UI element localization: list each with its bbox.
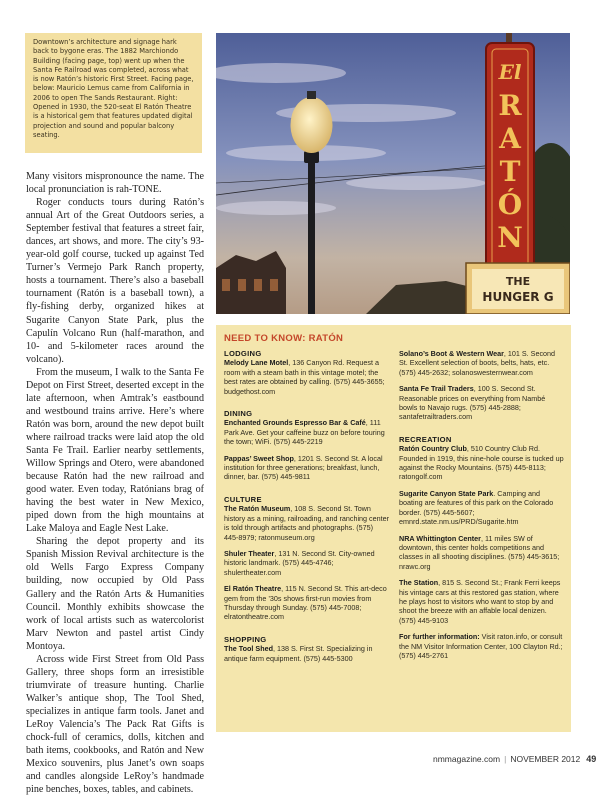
entry-text: , 108 S. Second St. Town history as a mining, railroading, and ranching center is told through artifacts and photographs. (575) 445-8979; ratonmuseum.org: [224, 504, 390, 542]
entry-text: . Camping and boating are features of this park on the Colorado border. (575) 445-5607; emnrd.state.nm.us/PRD/Sugarite.htm: [399, 488, 554, 527]
article-paragraph: Sharing the depot property and its Spanish Mission Revival architecture is the old Wells Fargo Express Company building, now occupied by Old Pass Gallery and the Ratón Arts & Humanities Council. Monthly exhibits showcase the work of local artists such as watercolorist Marv Newton and pastel artist Cindy Montoya.: [26, 536, 204, 652]
info-entry: [399, 444, 564, 482]
sign-letter: N: [497, 221, 523, 254]
section-title-culture: CULTURE: [224, 494, 262, 504]
entry-name: Enchanted Grounds Espresso Bar & Café: [224, 418, 366, 428]
info-column-left: [224, 349, 389, 670]
need-to-know-heading: NEED TO KNOW: RATÓN: [224, 333, 344, 344]
el-raton-theatre-photo: [216, 33, 570, 314]
entry-text: , 136 Canyon Rd. Request a room with a steam bath in this vintage motel; the best rates are obtained by calling. (575) 445-3655; budgethost.com: [224, 358, 385, 396]
entry-text: , 1201 S. Second St. A local institution for three generations; breakfast, lunch, dinner, bar. (575) 445-9811: [224, 453, 383, 482]
entry-text: , 510 Country Club Rd. Founded in 1919, this nine-hole course is tucked up against the Rocky Mountains. (575) 445-8113; ratongolf.com: [399, 444, 564, 482]
need-to-know-box: [216, 325, 571, 732]
section-title-recreation: RECREATION: [399, 434, 452, 444]
entry-name: El Ratón Theatre: [224, 584, 282, 594]
section-title-shopping: SHOPPING: [224, 634, 267, 644]
info-entry: [224, 418, 389, 446]
entry-name: Pappas’ Sweet Shop: [224, 453, 294, 463]
info-column-right: [399, 349, 564, 667]
entry-text: , 11 miles SW of downtown, this center holds competitions and classes in all shooting disciplines. (575) 445-3615; nrawc.org: [399, 533, 560, 571]
footer-issue: NOVEMBER 2012: [510, 754, 581, 764]
section-title-dining: DINING: [224, 409, 253, 419]
page-footer: nmmagazine.com | NOVEMBER 2012 49: [433, 754, 597, 764]
info-entry: [399, 349, 564, 377]
entry-name: The Tool Shed: [224, 644, 273, 654]
entry-name: Melody Lane Motel: [224, 358, 289, 368]
entry-name: For further information:: [399, 632, 480, 642]
sign-letter: Ó: [497, 188, 523, 221]
article-paragraph: From the museum, I walk to the Santa Fe Depot on First Street, deserted except in the late afternoon, when Amtrak’s eastbound and westbound trains arrive. Here’s where Ratón was born, around the new depot built where railroad tracks were laid atop the old Santa Fe Trail. Earlier nearby settlements, Willow Springs and Otero, were abandoned because Ratón had the new railroad and good water. Even today, Ratónians brag of having the best water in New Mexico, piped down from the high mountains at Lake Maloya and Eagle Nest Lake.: [26, 366, 204, 535]
info-entry: [224, 584, 389, 622]
entry-name: The Station: [399, 578, 439, 588]
marquee-text: THE: [505, 275, 531, 288]
photo-caption-box: [25, 33, 202, 153]
entry-name: Ratón Country Club: [399, 444, 467, 454]
info-entry: [399, 489, 564, 527]
info-entry: [224, 549, 389, 577]
info-entry: [224, 644, 389, 663]
info-entry: [399, 632, 564, 660]
sign-letter: R: [498, 89, 522, 122]
entry-text: , 115 N. Second St. This art-deco gem from the ’30s shows first-run movies from Thursday through Sunday. (575) 445-7008; elratontheatre.com: [224, 584, 387, 622]
entry-text: , 131 N. Second St. City-owned historic landmark. (575) 445-4746; shulertheater.com: [224, 548, 375, 577]
marquee-text: HUNGER G: [482, 290, 554, 304]
section-title-lodging: LODGING: [224, 349, 262, 358]
info-entry: [399, 534, 564, 572]
info-entry: [224, 454, 389, 482]
entry-name: The Ratón Museum: [224, 504, 291, 514]
entry-text: , 138 S. First St. Specializing in antique farm equipment. (575) 445-5300: [224, 644, 373, 663]
entry-name: Shuler Theater: [224, 548, 275, 558]
article-paragraph: Roger conducts tours during Ratón’s annual Art of the Great Outdoors series, a September festival that features a street fair, dances, art shows, and more. The city’s 93-year-old golf course, tucked up against Ted Turner’s Vermejo Park Ranch property, hosts a tournament. There’s also a baseball tournament (Ratón is a baseball town), a fly-fishing derby, organized hikes at Sugarite Canyon State Park, plus the Capulín Volcano Run (half-marathon, and 10- and 5-kilometer races around the volcano).: [26, 197, 204, 365]
entry-text: , 815 S. Second St.; Frank Ferri keeps his vintage cars at this restored gas station, where he plays host to visitors who want to stop by and shoot the breeze with an affable local denizen. (575) 445-9103: [399, 578, 561, 625]
footer-site-link[interactable]: nmmagazine.com: [433, 754, 501, 764]
entry-name: Solano’s Boot & Western Wear: [399, 349, 504, 358]
entry-text: , 101 S. Second St. Excellent selection of boots, belts, hats, etc. (575) 445-2632; solanoswesternwear.com: [399, 349, 556, 377]
info-entry: [399, 384, 564, 422]
theatre-marquee: [466, 263, 570, 314]
entry-text: , 100 S. Second St. Reasonable prices on everything from Nambé bowls to Navajo rugs. (575) 445-2888; santafetrailtraders.com: [399, 384, 546, 422]
page-number: 49: [586, 754, 597, 764]
photo-caption-text: Downtown’s architecture and signage hark back to bygone eras. The 1882 Marchiondo Building (facing page, top) went up when the Santa Fe Railroad was completed, across what is now Ratón’s historic First Street. Facing page, below: Mauricio Lemus came from California in 2006 to open The Sands Restaurant. Right: Opened in 1930, the 520-seat El Ratón Theatre is a historical gem that features updated digital projection and sound and popular balcony seating.: [33, 38, 194, 139]
article-paragraph: Many visitors mispronounce the name. The local pronunciation is rah-TONE.: [26, 171, 204, 196]
entry-text: , 111 Park Ave. Get your caffeine buzz on before touring the town; WiFi. (575) 445-2219: [224, 418, 385, 447]
article-paragraph: Across wide First Street from Old Pass Gallery, three shops form an irresistible triumvirate of treasure hunting. Charlie Walker’s antique shop, The Tool Shed, specializes in antique farm tools. Janet and LeRoy Valencia’s The Pack Rat Gifts is chock-full of ceramics, dolls, kitchen and bath items, cookbooks, and Ratón and New Mexico souvenirs, plus Janet’s own soaps and candles alongside LeRoy’s handmade pine benches, boxes, tables, and cabinets.: [26, 653, 204, 796]
article-body-column: [26, 170, 204, 796]
entry-name: Sugarite Canyon State Park: [399, 488, 494, 498]
sign-letter: A: [499, 122, 521, 155]
entry-name: NRA Whittington Center: [399, 533, 481, 543]
sign-letter: El: [498, 60, 522, 84]
entry-text: Visit raton.info, or consult the NM Visitor Information Center, 100 Clayton Rd.; (575) 445-2761: [399, 632, 563, 660]
info-entry: [399, 578, 564, 625]
entry-name: Santa Fe Trail Traders: [399, 384, 474, 394]
info-entry: [224, 504, 389, 542]
info-entry: [224, 358, 389, 396]
sign-letter: T: [499, 155, 521, 188]
